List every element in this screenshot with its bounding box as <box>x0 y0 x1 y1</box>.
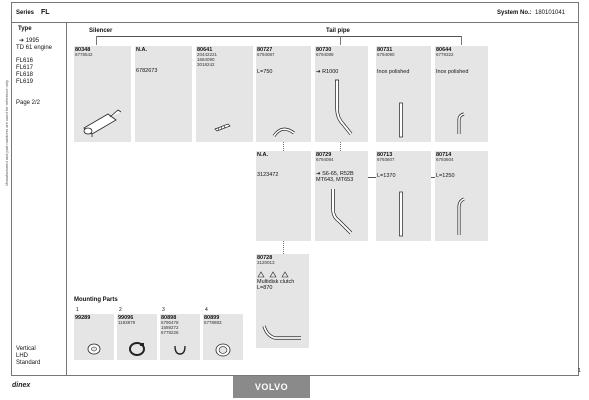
page-mark: 1 <box>578 368 581 374</box>
connector-line <box>340 142 341 151</box>
part-card-80728[interactable]: 80728 3120013 Multidisk clutch L=870 <box>256 254 309 348</box>
part-card-80348[interactable]: 80348 6778542 <box>74 46 131 142</box>
bush-drawing <box>86 342 102 356</box>
dinex-logo <box>11 380 33 389</box>
part-card-80714[interactable]: 80714 6793604 L=1250 <box>435 151 488 241</box>
spec-item: Vertical <box>16 346 36 352</box>
part-card-80730[interactable]: 80730 6794089 ➔ R1000 <box>315 46 368 142</box>
clutch-pipe-drawing <box>261 322 305 344</box>
connector-line <box>340 36 341 45</box>
type-label: Type <box>18 26 32 32</box>
page-number: Page 2/2 <box>16 100 41 106</box>
mounting-card-99289[interactable]: 99289 <box>74 314 114 360</box>
warning-icons <box>257 271 291 278</box>
system-value: 180101041 <box>535 10 566 16</box>
model-item: FL616 <box>16 58 34 64</box>
clamp-drawing <box>214 122 232 132</box>
gasket-drawing <box>213 342 233 358</box>
part-card-80641[interactable]: 80641 20442221 1684090 3018242 <box>196 46 253 142</box>
mounting-index: 3 <box>162 307 165 313</box>
brand-banner: VOLVO <box>233 376 310 398</box>
bend-pipe-drawing <box>272 124 296 138</box>
tail-pipe-drawing <box>325 187 359 239</box>
year-note: ➔ 1995 <box>19 38 40 44</box>
spec-item: LHD <box>16 353 29 359</box>
engine-label: TD 61 engine <box>16 45 53 51</box>
spec-item: Standard <box>16 360 41 366</box>
tail-pipe-end-drawing <box>453 112 469 136</box>
mounting-card-80898[interactable]: 80898 6790478 1589272 6778226 <box>160 314 200 360</box>
connector-line <box>283 142 284 151</box>
part-card-80729[interactable]: 80729 6794084 ➔ S6-65, R52B MT643, MT653 <box>315 151 368 241</box>
series-label: Series <box>16 10 35 16</box>
straight-pipe-drawing <box>397 102 405 138</box>
tail-pipe-drawing <box>327 78 357 140</box>
mounting-card-99096[interactable]: 99096 1193879 <box>117 314 157 360</box>
part-card-80727[interactable]: 80727 6794087 L=750 <box>256 46 311 142</box>
connector-line <box>96 36 461 37</box>
system-label: System No.: <box>497 10 532 16</box>
svg-text:dinex: dinex <box>12 382 31 389</box>
connector-line <box>96 36 97 45</box>
part-card-80713[interactable]: 80713 6793607 L=1370 <box>376 151 431 241</box>
clamp-ring-drawing <box>127 341 147 357</box>
mounting-card-80899[interactable]: 80899 6778883 <box>203 314 243 360</box>
series-value: FL <box>41 9 50 16</box>
connector-line <box>461 36 462 45</box>
model-item: FL617 <box>16 65 34 71</box>
section-silencer: Silencer <box>89 28 113 34</box>
section-tail-pipe: Tail pipe <box>326 28 350 34</box>
mounting-index: 4 <box>205 307 208 313</box>
tail-pipe-end-drawing <box>453 197 469 237</box>
part-card-na-2[interactable]: N.A. 3123472 <box>256 151 311 241</box>
model-item: FL618 <box>16 72 34 78</box>
connector-line <box>283 241 284 254</box>
part-card-na-1[interactable]: N.A. 6782673 <box>135 46 192 142</box>
sidebar-divider <box>66 22 67 375</box>
model-item: FL619 <box>16 79 34 85</box>
part-card-80731[interactable]: 80731 6794090 Inox polished <box>376 46 431 142</box>
part-card-80644[interactable]: 80644 6779322 Inox polished <box>435 46 488 142</box>
silencer-drawing <box>80 104 126 138</box>
straight-pipe-drawing <box>397 191 405 237</box>
section-mounting: Mounting Parts <box>74 297 118 303</box>
u-clamp-drawing <box>172 344 188 356</box>
header-divider <box>11 22 578 23</box>
mounting-index: 1 <box>76 307 79 313</box>
mounting-index: 2 <box>119 307 122 313</box>
reference-note: Manufactured and part numbers are used for reference only <box>4 80 9 186</box>
